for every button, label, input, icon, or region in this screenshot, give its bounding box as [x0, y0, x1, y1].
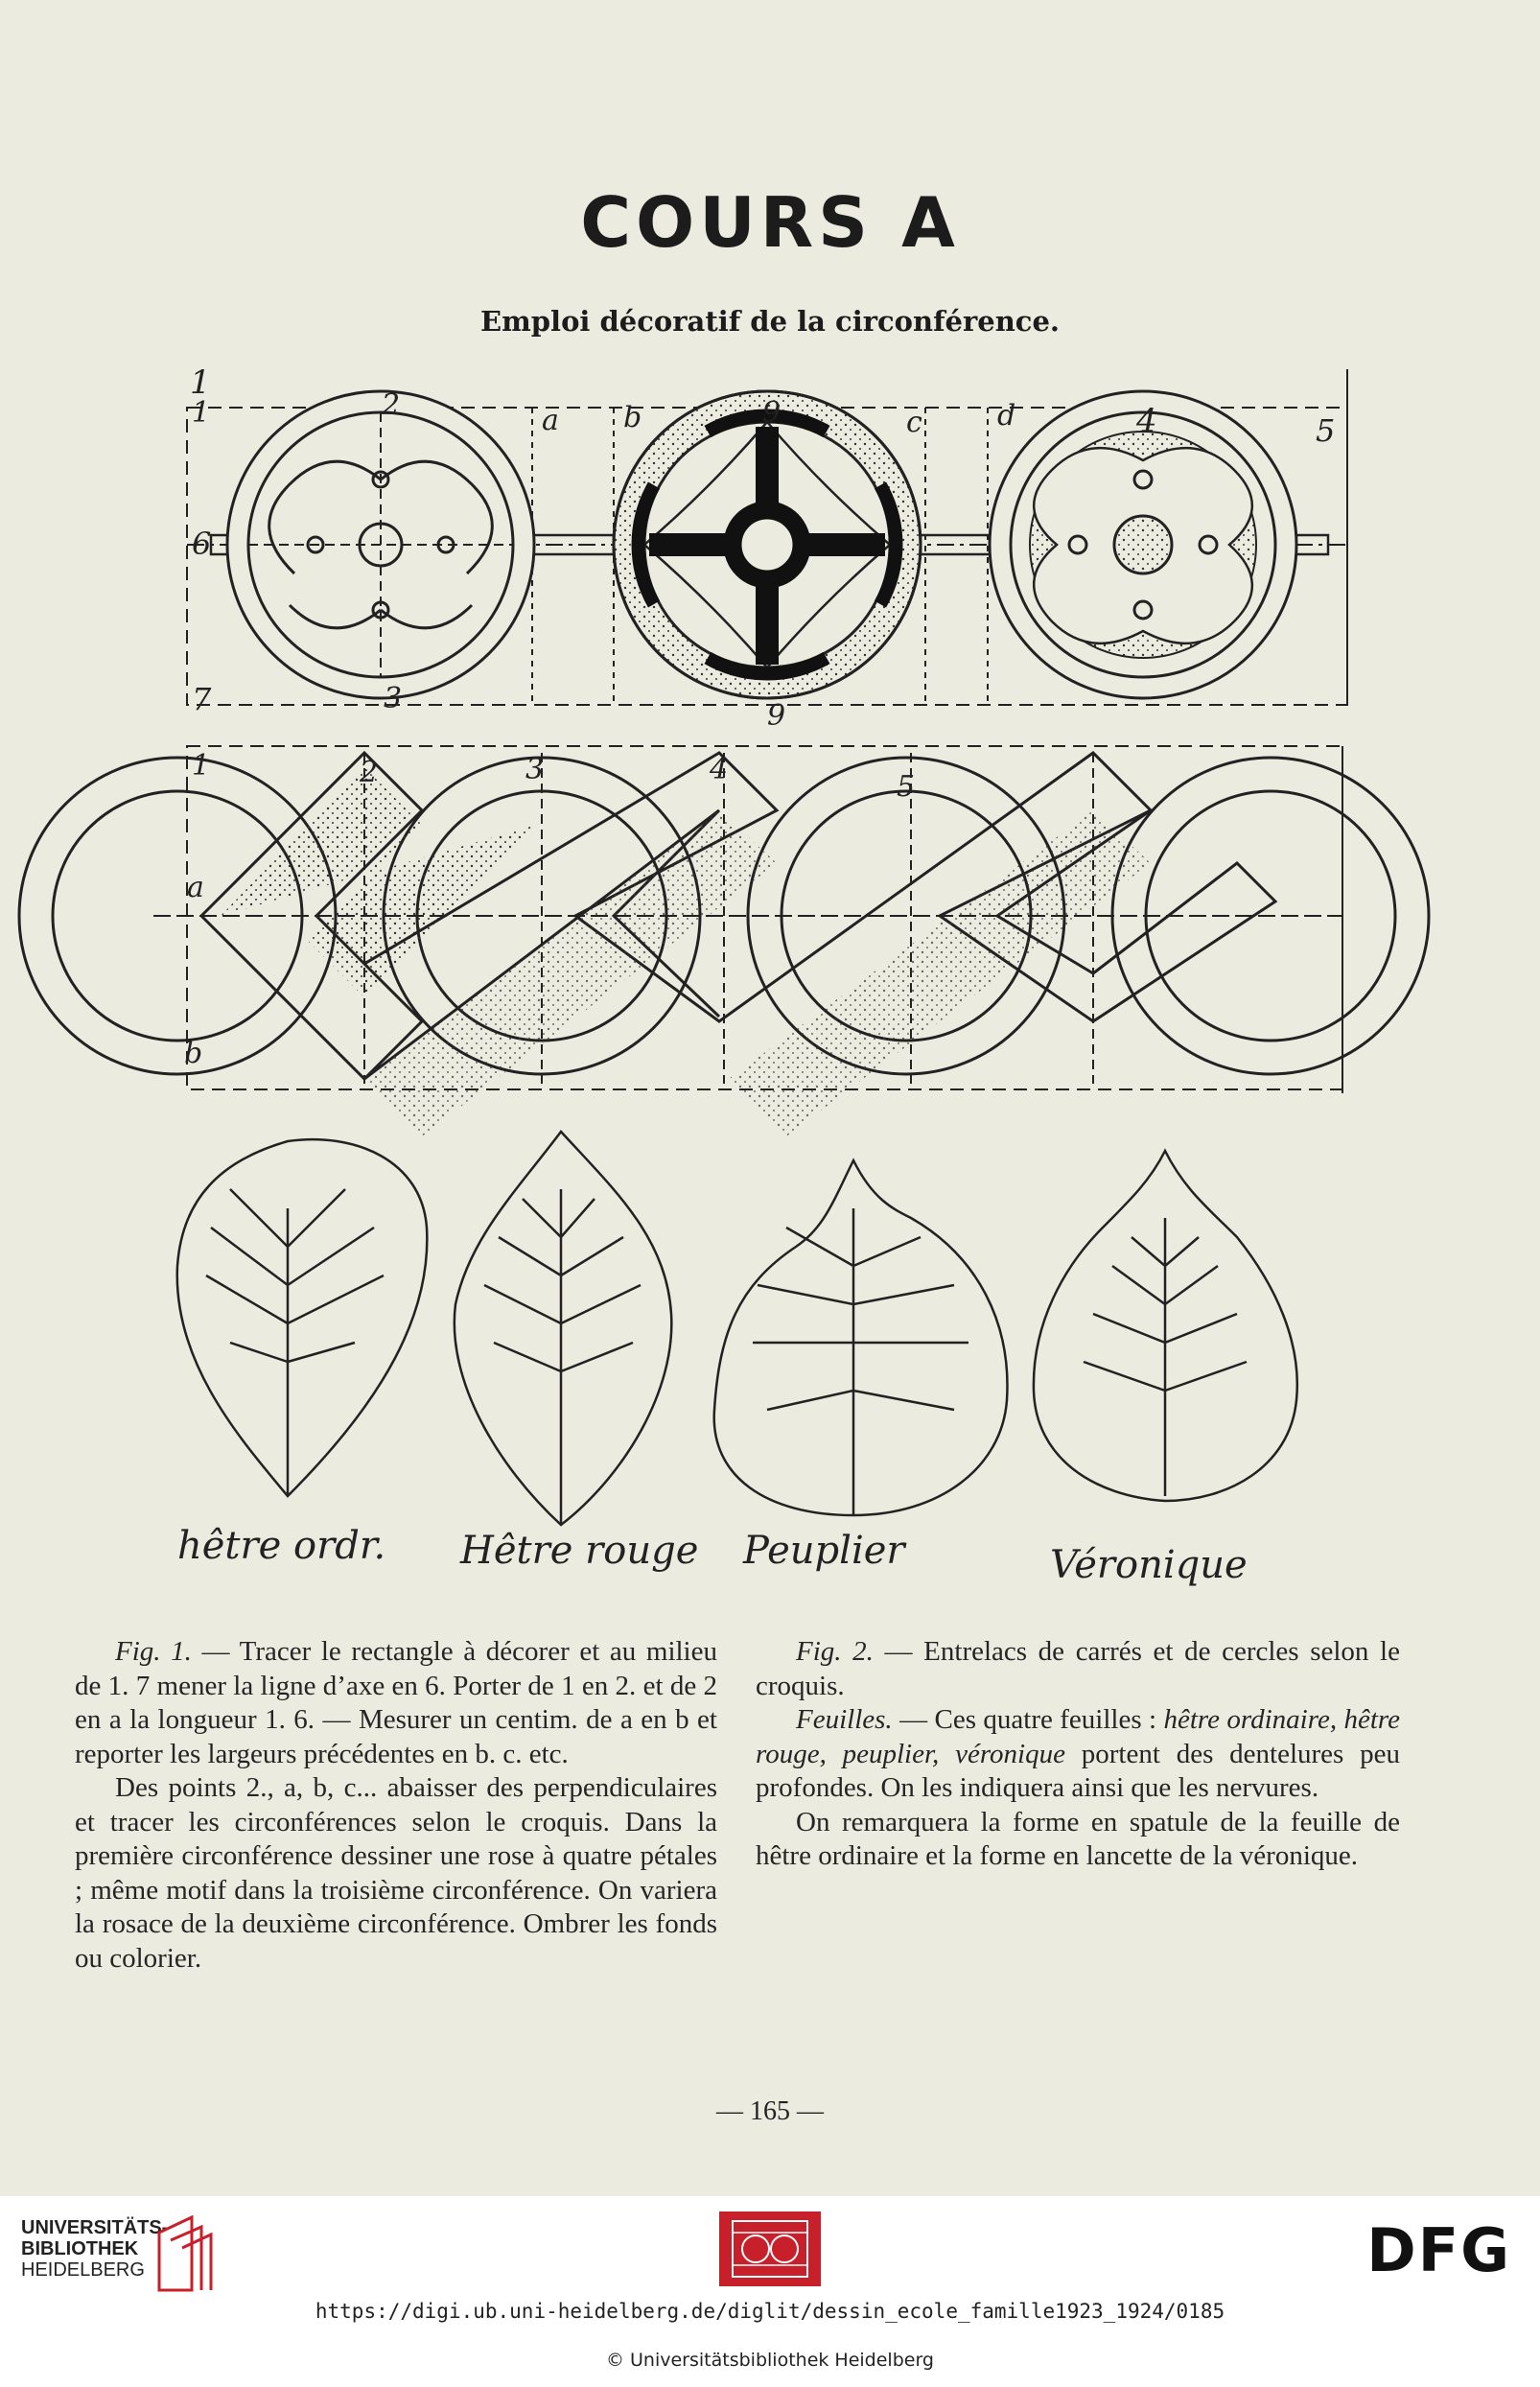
paragraph-remarque: On remarquera la forme en spatule de la feuille de hêtre ordinaire et la forme en lancette de la véronique.	[756, 1806, 1400, 1871]
label-a: a	[542, 404, 559, 437]
label-1a: 1	[190, 363, 211, 402]
label-4: 4	[1136, 402, 1157, 440]
figure-1-circle-frieze	[187, 363, 1347, 733]
page-number: — 165 —	[716, 2096, 824, 2126]
label-m4: 4	[710, 753, 729, 786]
label-2: 2	[382, 388, 401, 422]
fig2-text: — Entrelacs de carrés et de cercles selon le croquis.	[756, 1636, 1400, 1701]
leaf-label-peuplier: Peuplier	[743, 1529, 905, 1573]
figure-2-interlace	[19, 746, 1429, 1136]
feuilles-label: Feuilles.	[796, 1704, 893, 1735]
label-9: 9	[762, 396, 782, 430]
fig1-label: Fig. 1.	[115, 1636, 192, 1667]
leaf-label-hetre-rouge: Hêtre rouge	[460, 1529, 699, 1573]
library-line-3: HEIDELBERG	[21, 2259, 145, 2281]
label-m5: 5	[897, 770, 916, 804]
label-1b: 1	[192, 396, 211, 430]
dfg-logo[interactable]: DFG	[1366, 2215, 1511, 2285]
label-c: c	[906, 406, 922, 439]
leaf-veronique	[1034, 1151, 1297, 1501]
circle-1	[227, 391, 534, 698]
fig2-label: Fig. 2.	[796, 1636, 874, 1667]
feuilles-names: hêtre ordinaire, hêtre rouge, peuplier, véronique	[756, 1704, 1400, 1769]
seal-pattern-icon	[719, 2211, 821, 2286]
label-m3: 3	[525, 753, 545, 786]
leaf-peuplier	[714, 1160, 1008, 1515]
label-9b: 9	[767, 699, 786, 733]
label-3: 3	[384, 682, 403, 715]
paragraph-feuilles	[756, 1703, 1400, 1806]
leaf-label-hetre-ordinaire: hêtre ordr.	[177, 1524, 386, 1568]
label-6: 6	[192, 526, 212, 562]
leaf-hetre-rouge	[455, 1132, 671, 1525]
label-m1: 1	[192, 749, 211, 783]
feuilles-end: portent des dentelures peu profondes. On les indiquera ainsi que les nervures.	[756, 1738, 1400, 1803]
leaves-row	[177, 1132, 1297, 1587]
episteme-seal-icon[interactable]	[719, 2211, 821, 2286]
library-emblem-icon	[153, 2213, 215, 2294]
leaf-hetre-ordinaire	[177, 1139, 428, 1496]
page-title: COURS A	[580, 182, 960, 263]
library-line-2: BIBLIOTHEK	[21, 2238, 139, 2259]
library-logo[interactable]	[21, 2217, 168, 2281]
leaf-label-veronique: Véronique	[1050, 1543, 1248, 1587]
page-subtitle: Emploi décoratif de la circonférence.	[479, 305, 1061, 338]
label-b: b	[623, 401, 642, 434]
right-column-text	[756, 1635, 1400, 1874]
label-7: 7	[192, 681, 212, 717]
label-ma: a	[187, 871, 204, 904]
label-5: 5	[1316, 412, 1336, 449]
paragraph-points: Des points 2., a, b, c... abaisser des perpendiculaires et tracer les circonférences selon le croquis. Dans la première circonférence dessiner une rose à quatre pétales ; même motif dans la troisième circonférence. On variera la rosace de la deuxième circonférence. Ombrer les fonds ou colorier.	[75, 1772, 717, 1974]
feuilles-mid: — Ces quatre feuilles :	[892, 1704, 1164, 1735]
fig1-text: — Tracer le rectangle à décorer et au milieu de 1. 7 mener la ligne d’axe en 6. Porter de 1 en 2. et de 2 en a la longueur 1. 6. — Mesurer un centim. de a en b et reporter les largeurs précédentes en b. c. etc.	[75, 1636, 717, 1769]
library-line-1: UNIVERSITÄTS-	[21, 2217, 169, 2238]
label-d: d	[997, 399, 1016, 433]
label-m2: 2	[360, 756, 379, 789]
paragraph-fig2	[756, 1635, 1400, 1703]
left-column-text	[75, 1635, 717, 1976]
circle-2	[614, 391, 921, 698]
permalink-url[interactable]: https://digi.ub.uni-heidelberg.de/diglit/dessin_ecole_famille1923_1924/0185	[315, 2300, 1225, 2323]
label-mb: b	[184, 1037, 203, 1070]
illustrations	[0, 355, 1540, 1621]
copyright-notice: © Universitätsbibliothek Heidelberg	[605, 2350, 934, 2371]
viewer-footer	[0, 2196, 1540, 2387]
paragraph-fig1	[75, 1635, 717, 1771]
